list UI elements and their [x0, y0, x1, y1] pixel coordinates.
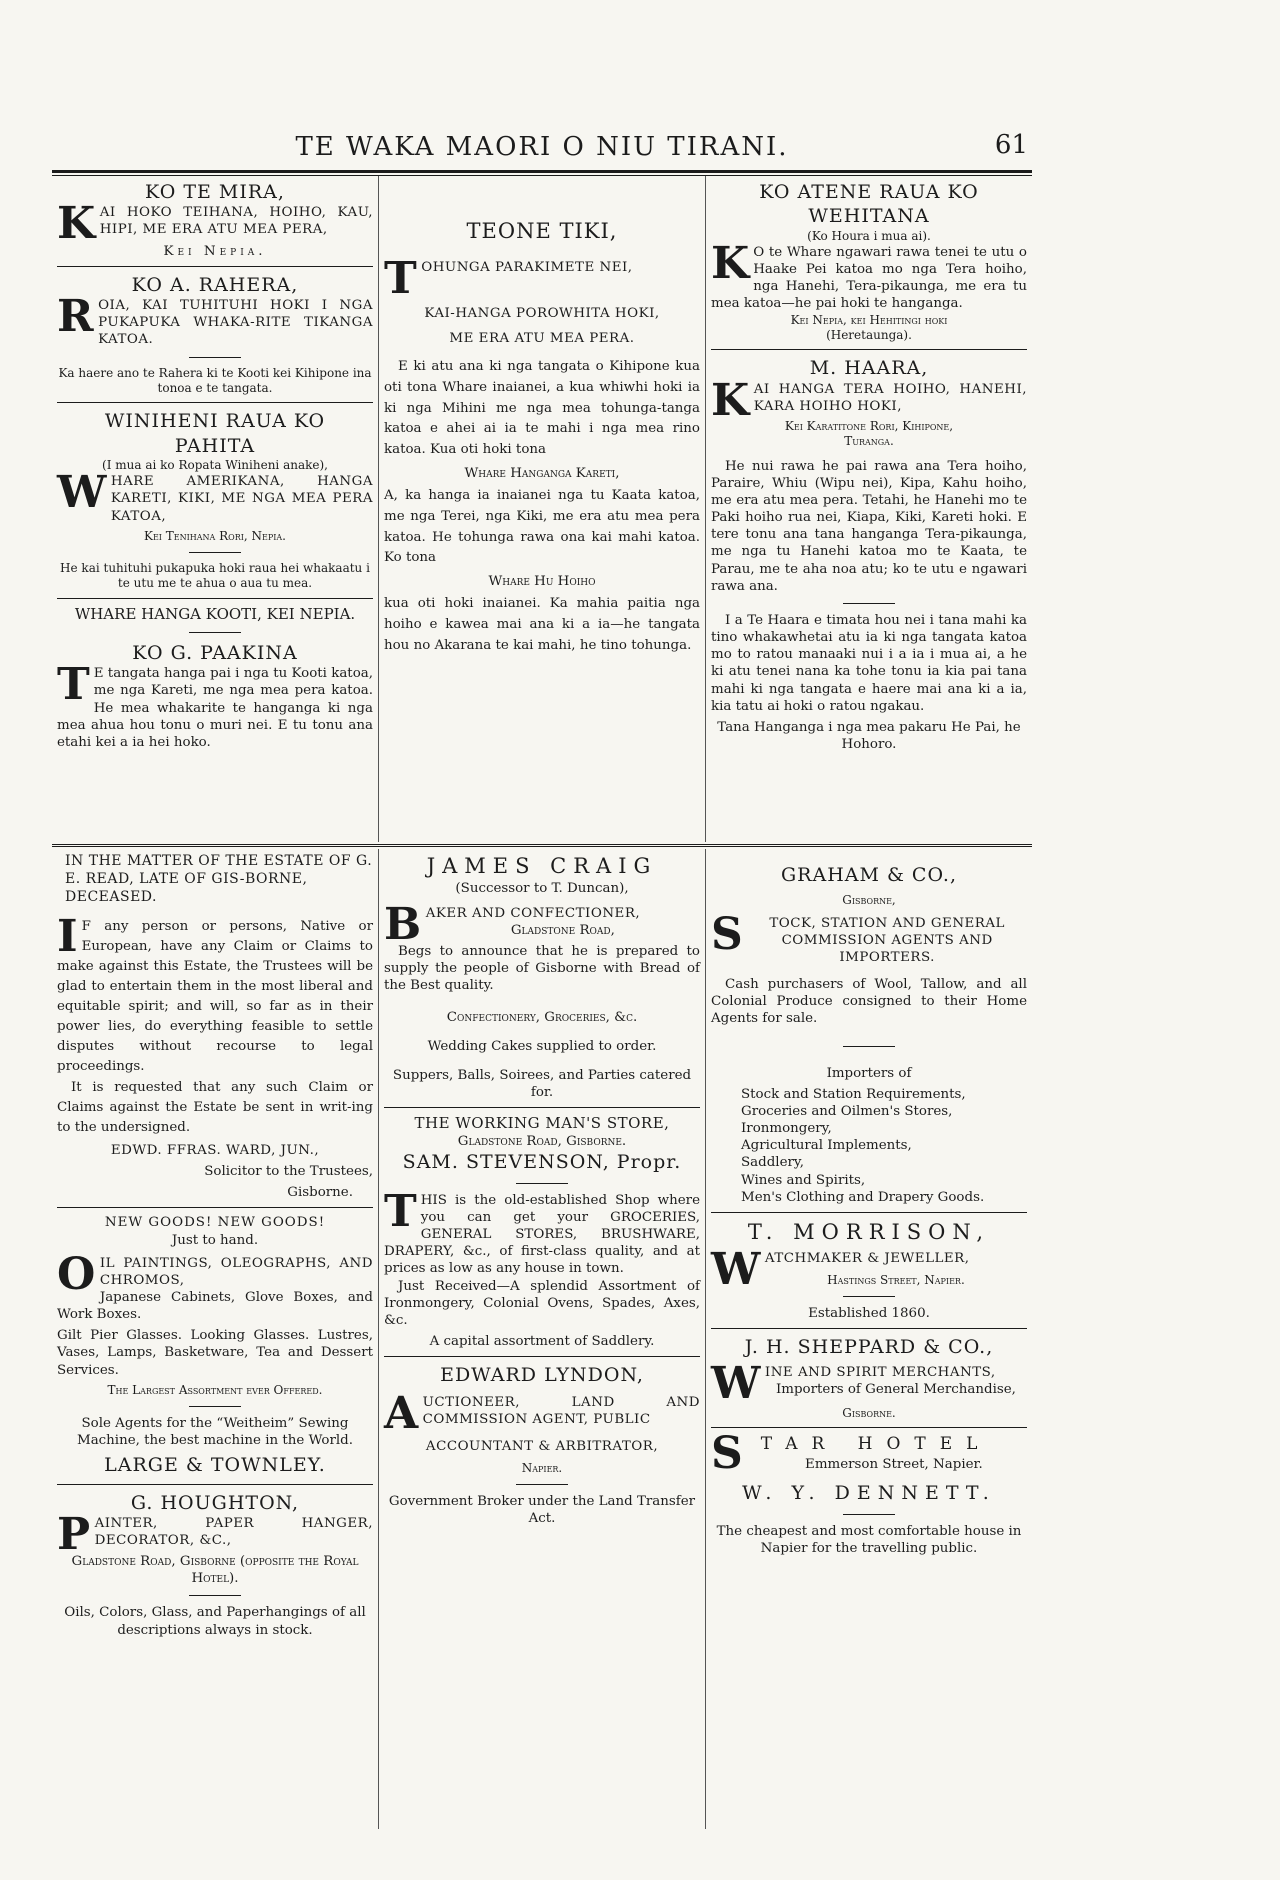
- craig-para-2: Confectionery, Groceries, &c.: [446, 1009, 638, 1025]
- star-note: The cheapest and most comfortable house in Napier for the travelling public.: [716, 1523, 1022, 1556]
- page-number: 61: [994, 130, 1028, 160]
- houghton-ad: PAINTER, PAPER HANGER, DECORATOR, &C.,: [57, 1509, 373, 1561]
- newspaper-page: [52, 128, 1032, 1829]
- estate-place: Gisborne.: [287, 1185, 353, 1201]
- mira-ad: KAI HOKO TEIHANA, HOIHO, KAU, HIPI, ME ERA ATU MEA PERA,: [57, 198, 373, 250]
- kooti-heading: WHARE HANGA KOOTI, KEI NEPIA.: [74, 604, 356, 623]
- goods-line-2: Gilt Pier Glasses. Looking Glasses. Lustres, Vases, Lamps, Basketware, Tea and Dessert Services.: [57, 1328, 373, 1378]
- lyndon-place: Napier.: [521, 1460, 563, 1475]
- goods-line-1: Japanese Cabinets, Glove Boxes, and Work Boxes.: [57, 1290, 373, 1323]
- paakina-heading: KO G. PAAKINA: [132, 642, 298, 664]
- paakina-ad: T E tangata hanga pai i nga tu Kooti katoa, me nga Kareti, me nga mea pera katoa. He mea whakarite te hanganga ki nga mea ahua hou tonu o muri nei. E tu tonu ana etahi kei a ia hei hoko.: [57, 659, 373, 750]
- list-item: Wines and Spirits,: [741, 1172, 866, 1188]
- drop-cap: K: [711, 374, 750, 426]
- craig-para-3: Wedding Cakes supplied to order.: [427, 1038, 657, 1054]
- morrison-heading: T. MORRISON,: [747, 1219, 991, 1244]
- drop-cap: O: [57, 1248, 96, 1300]
- rahera-ad: ROIA, KAI TUHITUHI HOKI I NGA PUKAPUKA WHAKA-RITE TIKANGA KATOA.: [57, 291, 373, 348]
- lyndon-heading: EDWARD LYNDON,: [440, 1364, 644, 1387]
- store-ad: THIS is the old-established Shop where you can get your GROCERIES, GENERAL STORES, BRUSHWARE, DRAPERY, &c., of first-class quality, and at prices as low as any house in town.: [384, 1185, 700, 1277]
- top-column-1: [52, 176, 378, 842]
- rahera-note: Ka haere ano te Rahera ki te Kooti kei Kihipone ina tonoa e te tangata.: [58, 365, 372, 395]
- craig-ad: BAKER AND CONFECTIONER,: [384, 899, 641, 951]
- estate-signatory: EDWD. FFRAS. WARD, JUN.,: [110, 1142, 320, 1158]
- star-place: Emmerson Street, Napier.: [805, 1457, 983, 1473]
- store-heading: THE WORKING MAN'S STORE,: [414, 1114, 670, 1133]
- star-owner: W. Y. DENNETT.: [742, 1482, 996, 1505]
- drop-cap: T: [57, 659, 90, 711]
- bottom-column-2: [378, 849, 705, 1829]
- paper-title: TE WAKA MAORI O NIU TIRANI.: [295, 132, 789, 162]
- drop-cap: T: [384, 252, 418, 304]
- top-column-2: [378, 176, 705, 842]
- teone-lead: TOHUNGA PARAKIMETE NEI,: [384, 252, 633, 304]
- sheppard-ad: WINE AND SPIRIT MERCHANTS,: [711, 1357, 996, 1409]
- goods-sub: Just to hand.: [171, 1232, 259, 1248]
- masthead: [52, 128, 1032, 162]
- teone-heading: TEONE TIKI,: [466, 219, 618, 243]
- bottom-section: [52, 849, 1032, 1829]
- graham-para-1: Cash purchasers of Wool, Tallow, and all Colonial Produce consigned to their Home Agents for sale.: [711, 977, 1027, 1027]
- list-item: Ironmongery,: [741, 1121, 832, 1137]
- bottom-column-1: [52, 849, 378, 1829]
- lyndon-ad-2: ACCOUNTANT & ARBITRATOR,: [425, 1438, 659, 1454]
- rahera-heading: KO A. RAHERA,: [131, 273, 299, 296]
- graham-ad: S TOCK, STATION AND GENERAL COMMISSION AGENTS AND IMPORTERS.: [711, 908, 1005, 965]
- bottom-column-3: [705, 849, 1032, 1829]
- atene-heading-1: KO ATENE RAUA KO: [759, 181, 979, 203]
- lyndon-note: Government Broker under the Land Transfer Act.: [388, 1494, 696, 1527]
- drop-cap: I: [57, 910, 78, 962]
- teone-lead-2: KAI-HANGA POROWHITA HOKI,: [424, 305, 660, 321]
- morrison-ad: WATCHMAKER & JEWELLER,: [711, 1243, 970, 1295]
- graham-heading: GRAHAM & CO.,: [780, 864, 958, 886]
- wini-heading-2: PAHITA: [174, 434, 256, 457]
- top-section: [52, 176, 1032, 842]
- drop-cap: A: [384, 1387, 419, 1439]
- goods-largest: The Largest Assortment ever Offered.: [107, 1382, 323, 1397]
- drop-cap: R: [57, 291, 95, 343]
- teone-sub-2: Whare Hu Hoiho: [488, 574, 596, 590]
- haara-para-1: He nui rawa he pai rawa ana Tera hoiho, Paraire, Whiu (Wipu nei), Kipa, Kahu hoiho, me era atu mea pera. Tetahi, he Hanehi mo te Paki hoiho rua nei, Kiapa, Kiki, Kareti hoki. E tere tonu ana tana hanganga Tera-pikaunga, me nga tu Hanehi katoa mo te Kaata, te Parau, me te aha noa atu; ko te utu e ngawari rawa ana.: [711, 458, 1027, 594]
- drop-cap: W: [711, 1357, 761, 1409]
- haara-place-2: Turanga.: [844, 434, 894, 449]
- haara-place: Kei Karatitone Rori, Kihipone,: [784, 418, 954, 433]
- store-para-2: Just Received—A splendid Assortment of Ironmongery, Colonial Ovens, Spades, Axes, &c.: [384, 1278, 700, 1328]
- drop-cap: P: [57, 1509, 91, 1561]
- graham-place: Gisborne,: [842, 893, 896, 908]
- section-divider: [52, 844, 1032, 847]
- list-item: Men's Clothing and Drapery Goods.: [741, 1189, 985, 1205]
- craig-place: Gladstone Road,: [510, 923, 615, 939]
- craig-heading: JAMES CRAIG: [426, 854, 658, 878]
- morrison-place: Hastings Street, Napier.: [827, 1272, 965, 1287]
- graham-list: [711, 1086, 1027, 1206]
- estate-notice: I F any person or persons, Native or European, have any Claim or Claims to make against this Estate, the Trustees will be glad to entertain them in the most liberal and equitable spirit; and will, so far as in their power lies, do everything feasible to settle disputes without recourse to legal proceedings.: [57, 910, 373, 1075]
- atene-sub: (Ko Houra i mua ai).: [807, 228, 931, 243]
- craig-para-4: Suppers, Balls, Soirees, and Parties catered for.: [392, 1067, 692, 1100]
- drop-cap: T: [384, 1185, 417, 1237]
- atene-heading-2: WEHITANA: [808, 205, 930, 228]
- wini-heading-1: WINIHENI RAUA KO: [104, 410, 326, 433]
- drop-cap: B: [384, 899, 422, 951]
- craig-para-1: Begs to announce that he is prepared to supply the people of Gisborne with Bread of the Best quality.: [384, 944, 700, 994]
- large-townley: LARGE & TOWNLEY.: [104, 1454, 326, 1477]
- drop-cap: S: [711, 1428, 757, 1480]
- masthead-rule: [52, 170, 1032, 173]
- graham-importers: Importers of: [826, 1065, 912, 1081]
- sheppard-sub: Importers of General Merchandise,: [776, 1381, 1016, 1397]
- atene-place: Kei Nepia, kei Hehitingi hoki: [790, 312, 948, 327]
- houghton-place: Gladstone Road, Gisborne (opposite the Royal Hotel).: [71, 1554, 359, 1587]
- craig-sub: (Successor to T. Duncan),: [455, 880, 629, 896]
- list-item: Agricultural Implements,: [741, 1138, 912, 1154]
- atene-ad: K O te Whare ngawari rawa tenei te utu o Haake Pei katoa mo nga Tera hoiho, nga Hanehi, Tera-pikaunga, me era tu mea katoa—he pai hoki te hanganga.: [711, 237, 1027, 312]
- teone-body-1: E ki atu ana ki nga tangata o Kihipone kua oti tona Whare inaianei, a kua whiwhi hoki ia ki nga Mihini me nga mea tohunga-tanga katoa e ahei ai ia te mahi i nga mea rino katoa. Kua oti hoki tona: [384, 359, 700, 458]
- list-item: Stock and Station Requirements,: [741, 1086, 966, 1102]
- houghton-note: Oils, Colors, Glass, and Paperhangings of all descriptions always in stock.: [64, 1605, 366, 1638]
- teone-body-3: kua oti hoki inaianei. Ka mahia paitia nga hoiho e kawea mai ana ki a ia—he tangata hou no Akarana te kai mahi, he tino tohunga.: [384, 596, 700, 653]
- haara-ad: KAI HANGA TERA HOIHO, HANEHI, KARA HOIHO HOKI,: [711, 374, 1027, 426]
- goods-ad: OIL PAINTINGS, OLEOGRAPHS, AND CHROMOS,: [57, 1248, 373, 1300]
- mira-heading: KO TE MIRA,: [145, 181, 285, 203]
- lyndon-ad: AUCTIONEER, LAND AND COMMISSION AGENT, PUBLIC: [384, 1387, 700, 1439]
- atene-place-2: (Heretaunga).: [826, 327, 912, 342]
- teone-lead-3: ME ERA ATU MEA PERA.: [449, 331, 635, 347]
- drop-cap: K: [711, 237, 750, 289]
- wini-note: He kai tuhituhi pukapuka hoki raua hei whakaatu i te utu me te ahua o aua tu mea.: [60, 561, 370, 591]
- sheppard-place: Gisborne.: [842, 1406, 896, 1421]
- wini-place: Kei Tenihana Rori, Nepia.: [143, 528, 286, 543]
- teone-sub-1: Whare Hanganga Kareti,: [464, 466, 620, 482]
- drop-cap: K: [57, 198, 96, 250]
- list-item: Groceries and Oilmen's Stores,: [741, 1103, 953, 1119]
- wini-ad: WHARE AMERIKANA, HANGA KARETI, KIKI, ME NGA MEA PERA KATOA,: [57, 467, 373, 524]
- store-para-3: A capital assortment of Saddlery.: [429, 1334, 655, 1350]
- haara-para-2: I a Te Haara e timata hou nei i tana mahi ka tino whakawhetai atu ia ki nga tangata katoa mo to ratou manaaki nui i a ia i mua ai, a he ki atu tenei nana ka tohe tonu ia kia pai tana mahi ki nga tangata e haere mai ana ki a ia, kia tatu ai hoki o ratou ngakau.: [711, 612, 1027, 714]
- estate-heading: IN THE MATTER OF THE ESTATE OF G. E. READ, LATE OF GIS-BORNE, DECEASED.: [65, 853, 373, 905]
- drop-cap: S: [711, 908, 744, 960]
- goods-heading: NEW GOODS! NEW GOODS!: [104, 1215, 326, 1231]
- houghton-heading: G. HOUGHTON,: [130, 1491, 300, 1514]
- goods-agents: Sole Agents for the “Weitheim” Sewing Machine, the best machine in the World.: [76, 1416, 354, 1449]
- haara-heading: M. HAARA,: [809, 357, 929, 380]
- mira-place: Kei Nepia.: [163, 243, 267, 259]
- star-ad: STAR HOTEL: [711, 1428, 992, 1480]
- wini-sub: (I mua ai ko Ropata Winiheni anake),: [102, 457, 328, 472]
- teone-body-2: A, ka hanga ia inaianei nga tu Kaata katoa, me nga Terei, nga Kiki, me era atu mea pera katoa. He tohunga rawa ona kai mahi katoa. Ko tona: [384, 488, 700, 566]
- list-item: Saddlery,: [741, 1155, 804, 1171]
- top-column-3: [705, 176, 1032, 842]
- drop-cap: W: [57, 467, 107, 519]
- drop-cap: W: [711, 1243, 761, 1295]
- sheppard-heading: J. H. SHEPPARD & CO.,: [744, 1336, 994, 1359]
- estate-notice-2: It is requested that any such Claim or Claims against the Estate be sent in writ-ing to the undersigned.: [57, 1079, 373, 1135]
- store-place: Gladstone Road, Gisborne.: [457, 1134, 627, 1150]
- estate-role: Solicitor to the Trustees,: [204, 1164, 373, 1180]
- store-proprietor: SAM. STEVENSON, Propr.: [402, 1151, 682, 1174]
- morrison-established: Established 1860.: [808, 1306, 930, 1322]
- haara-para-3: Tana Hanganga i nga mea pakaru He Pai, he Hohoro.: [717, 719, 1021, 753]
